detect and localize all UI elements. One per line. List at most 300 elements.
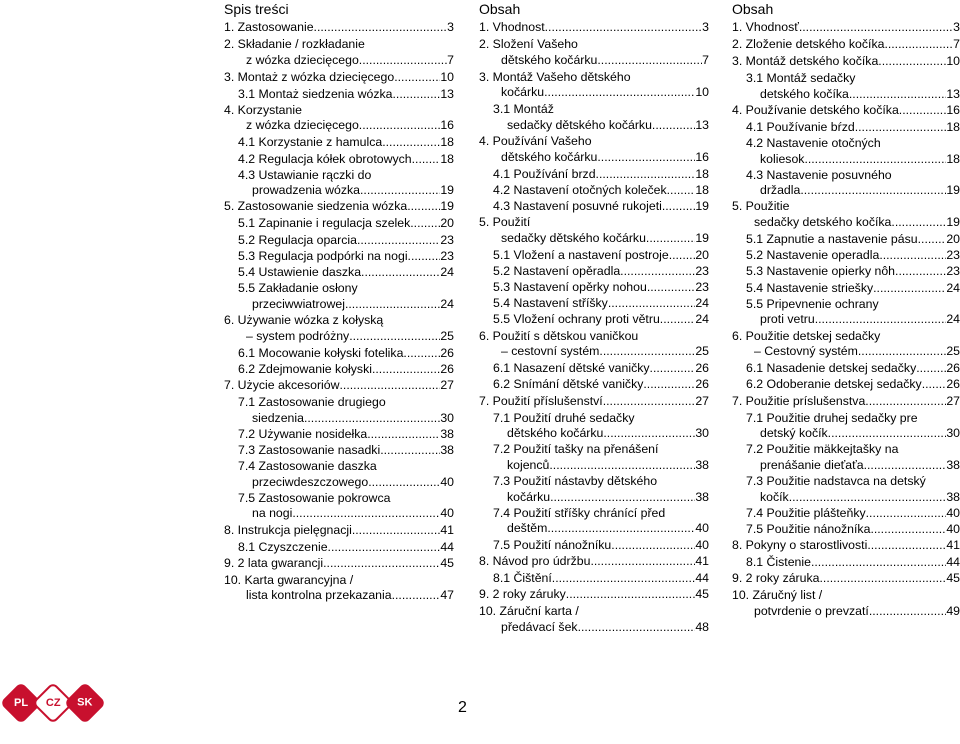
toc-entry-text: 2. Składanie / rozkładanie [224, 36, 365, 51]
toc-page-number: 24 [440, 265, 454, 280]
toc-entry-text: 10. Záruční karta / [479, 603, 579, 618]
toc-entry-text: 7.1 Použitie druhej sedačky pre [746, 410, 918, 425]
toc-entry-text: z wózka dziecięcego [246, 118, 359, 133]
dot-leader [603, 426, 695, 442]
toc-page-number: 7 [447, 52, 454, 67]
toc-entry [224, 573, 454, 604]
toc-page-number: 45 [946, 571, 960, 586]
toc-entry-text: 4. Používání Vašeho [479, 133, 592, 148]
toc-entry [732, 571, 960, 587]
toc-entry-text: 7.4 Zastosowanie daszka [238, 459, 377, 474]
toc-entry-text: 1. Zastosowanie [224, 20, 314, 34]
toc-entry-text: 2. Zloženie detského kočíka [732, 36, 885, 51]
toc-page-number: 47 [440, 588, 454, 603]
toc-entry [479, 248, 709, 264]
toc-page-number: 40 [946, 505, 960, 520]
toc-entry-text: 5. Zastosowanie siedzenia wózka [224, 199, 408, 214]
dot-leader [394, 70, 440, 86]
toc-entry [479, 102, 709, 133]
toc-entry [479, 329, 709, 360]
dot-leader [667, 183, 696, 199]
dot-leader [596, 167, 696, 183]
toc-entry-text: kočárku [501, 85, 545, 100]
toc-entry [479, 70, 709, 101]
toc-page-number: 23 [946, 264, 960, 279]
dot-leader [597, 150, 695, 166]
toc-entry-text: 6.1 Mocowanie kołyski fotelika [238, 345, 404, 360]
language-flags [0, 676, 110, 736]
dot-leader [349, 329, 440, 345]
dot-leader [597, 53, 702, 69]
toc-page-number: 38 [946, 489, 960, 504]
toc-entry-text: 4. Používanie detského kočíka [732, 102, 899, 117]
toc-page-number: 16 [946, 102, 960, 117]
dot-leader [340, 378, 441, 394]
toc-page-number: 13 [440, 86, 454, 101]
toc-entry [479, 554, 709, 570]
toc-page-number: 41 [695, 553, 709, 568]
toc-page-number: 44 [695, 570, 709, 585]
toc-entries-pl [224, 20, 454, 604]
toc-entry [224, 556, 454, 572]
toc-entry-text: siedzenia [252, 410, 304, 425]
dot-leader [879, 248, 946, 264]
toc-page-number: 44 [440, 539, 454, 554]
toc-entry [732, 248, 960, 264]
toc-entry [224, 443, 454, 459]
toc-entry-text: 8.1 Čistenie [746, 555, 811, 570]
toc-entry-text: 6.2 Zdejmowanie kołyski [238, 361, 372, 376]
toc-entry-text: 8.1 Čištění [493, 570, 552, 585]
toc-entry-text: 7.3 Použití nástavby dětského [493, 474, 658, 489]
dot-leader [372, 362, 440, 378]
dot-leader [410, 216, 440, 232]
toc-entries-cz [479, 20, 709, 635]
toc-entries-sk [732, 20, 960, 620]
toc-entry-text: 7.3 Zastosowanie nasadki [238, 442, 381, 457]
toc-page-number: 3 [702, 20, 709, 34]
toc-entry-text: dětského kočárku [507, 426, 604, 441]
toc-page-number: 13 [695, 117, 709, 132]
toc-page-number: 26 [440, 345, 454, 360]
toc-entry-text: dětského kočárku [501, 52, 598, 67]
toc-entry-text: 7.5 Použitie nánožníka [746, 522, 871, 537]
toc-page-number: 38 [946, 457, 960, 472]
dot-leader [368, 475, 440, 491]
toc-entry-text: 5.2 Nastavenie operadla [746, 248, 880, 263]
toc-entry-text: 5.4 Ustawienie daszka [238, 265, 362, 280]
toc-page-number: 26 [695, 361, 709, 376]
toc-entry-text: 7.4 Použitie plášteňky [746, 505, 866, 520]
dot-leader [544, 85, 695, 101]
dot-leader [643, 377, 695, 393]
toc-page-number: 40 [946, 522, 960, 537]
toc-page-number: 38 [695, 489, 709, 504]
toc-page-number: 27 [440, 377, 454, 392]
toc-entry [479, 183, 709, 199]
toc-entry-text: detský kočík [760, 426, 828, 441]
toc-page-number: 40 [440, 474, 454, 489]
dot-leader [380, 443, 440, 459]
toc-entry [732, 103, 960, 119]
toc-entry [479, 296, 709, 312]
toc-entry [732, 411, 960, 442]
toc-entry-text: 9. 2 roky záruka [732, 571, 820, 586]
dot-leader [878, 54, 946, 70]
toc-entry-text: 6. Použití s dětskou vaničkou [479, 328, 639, 343]
toc-entry [224, 135, 454, 151]
dot-leader [864, 458, 947, 474]
page-number: 2 [458, 699, 467, 716]
toc-entry-text: 6. Použitie detskej sedačky [732, 328, 881, 343]
toc-page-number: 45 [695, 587, 709, 601]
toc-page-number: 27 [946, 393, 960, 408]
dot-leader [891, 215, 946, 231]
toc-entry [224, 540, 454, 556]
toc-page-number: 25 [946, 344, 960, 359]
dot-leader [599, 344, 695, 360]
dot-leader [359, 53, 447, 69]
toc-entry-text: deštěm [507, 521, 548, 536]
toc-page-number: 49 [946, 603, 960, 618]
toc-entry [224, 87, 454, 103]
dot-leader [611, 538, 695, 554]
toc-entry [224, 152, 454, 168]
dot-leader [361, 265, 440, 281]
toc-entry [224, 168, 454, 199]
dot-leader [549, 458, 695, 474]
toc-entry-text: držadla [760, 183, 801, 198]
toc-entry [479, 215, 709, 246]
toc-entry-text: 4.1 Korzystanie z hamulca [238, 135, 383, 150]
toc-page-number: 23 [695, 280, 709, 295]
toc-page-number: 48 [695, 619, 709, 634]
toc-page-number: 18 [946, 151, 960, 166]
toc-entry [479, 538, 709, 554]
toc-entry-text: z wózka dziecięcego [246, 52, 359, 67]
toc-entry [732, 120, 960, 136]
toc-entry [732, 136, 960, 167]
toc-entry-text: sedačky dětského kočárku [501, 230, 646, 245]
dot-leader [867, 538, 946, 554]
toc-entry [224, 459, 454, 490]
dot-leader [662, 199, 695, 215]
toc-entry [479, 442, 709, 473]
toc-page-number: 16 [695, 149, 709, 164]
dot-leader [304, 411, 440, 427]
toc-entry [479, 604, 709, 635]
dot-leader [858, 344, 946, 360]
dot-leader [660, 312, 696, 328]
toc-page-number: 19 [440, 199, 454, 214]
toc-entry-text: 5. Použití [479, 215, 531, 230]
toc-entry [224, 70, 454, 86]
toc-entry-text: 7. Użycie akcesoriów [224, 377, 340, 392]
toc-entry [479, 587, 709, 603]
toc-entry-text: 7.5 Použití nánožníku [493, 537, 612, 552]
dot-leader [392, 87, 440, 103]
toc-entry-text: lista kontrolna przekazania [246, 588, 392, 603]
toc-entry-text: 5.3 Nastavenie opierky nôh [746, 264, 896, 279]
toc-entry [479, 167, 709, 183]
toc-entry-text: 5.4 Nastavení stříšky [493, 296, 608, 311]
toc-entry-text: kojenců [507, 457, 550, 472]
toc-entry [224, 395, 454, 426]
dot-leader [895, 264, 946, 280]
dot-leader [815, 312, 947, 328]
toc-entry-text: 4.2 Regulacja kółek obrotowych [238, 151, 412, 166]
toc-entry-text: – cestovní systém [501, 344, 600, 359]
toc-page-number: 13 [946, 86, 960, 101]
toc-entry-text: 8. Návod pro údržbu [479, 553, 591, 568]
toc-page-number: 40 [695, 521, 709, 536]
toc-entry-text: 5.3 Nastavení opěrky nohou [493, 280, 647, 295]
dot-leader [866, 506, 947, 522]
dot-leader [345, 297, 440, 313]
toc-entry [732, 281, 960, 297]
toc-entry-text: 6.2 Snímání dětské vaničky [493, 377, 644, 392]
toc-entry [732, 168, 960, 199]
dot-leader [403, 346, 440, 362]
toc-entry-text: předávací šek [501, 619, 578, 634]
toc-entry-text: 4. Korzystanie [224, 102, 302, 117]
toc-entry-text: 5.4 Nastavenie striešky [746, 280, 874, 295]
toc-page-number: 20 [695, 247, 709, 262]
toc-entry-text: przeciwdeszczowego [252, 474, 369, 489]
dot-leader [789, 490, 947, 506]
toc-entry-text: 5.5 Vložení ochrany proti větru [493, 312, 660, 327]
dot-leader [828, 426, 947, 442]
toc-entry [224, 265, 454, 281]
toc-entry [479, 571, 709, 587]
toc-entry-text: 2. Složení Vašeho [479, 36, 578, 51]
toc-entry [732, 394, 960, 410]
dot-leader [603, 394, 696, 410]
toc-entry-text: 10. Záručný list / [732, 588, 823, 603]
toc-column-pl [224, 0, 454, 605]
dot-leader [800, 183, 946, 199]
toc-entry [224, 199, 454, 215]
dot-leader [608, 296, 695, 312]
toc-entry-text: 3.1 Montaż siedzenia wózka [238, 86, 393, 101]
dot-leader [849, 87, 946, 103]
toc-entry [479, 394, 709, 410]
dot-leader [811, 555, 946, 571]
dot-leader [799, 20, 953, 36]
toc-entry [224, 37, 454, 68]
toc-entry-text: proti vetru [760, 312, 815, 327]
toc-page-number: 24 [695, 296, 709, 311]
toc-entry-text: – Cestovný systém [754, 344, 858, 359]
toc-title-sk: Obsah [732, 1, 774, 17]
dot-leader [578, 620, 696, 636]
toc-page-number: 44 [946, 555, 960, 570]
dot-leader [545, 20, 703, 36]
toc-entry [732, 329, 960, 360]
toc-entry-text: na nogi [252, 506, 293, 521]
toc-entry [479, 37, 709, 68]
dot-leader [899, 103, 947, 119]
toc-entry [732, 20, 960, 36]
toc-entry-text: 7.4 Použití stříšky chránící před [493, 505, 666, 520]
toc-entry-text: – system podróżny [246, 328, 350, 343]
toc-page-number: 25 [440, 328, 454, 343]
toc-entry-text: 7.2 Použitie mäkkejtašky na [746, 442, 899, 457]
toc-entry [479, 134, 709, 165]
toc-entry-text: 4.2 Nastavení otočných koleček [493, 182, 667, 197]
flag-sk-icon [64, 682, 106, 724]
toc-entry-text: 1. Vhodnosť [732, 20, 799, 34]
dot-leader [918, 232, 947, 248]
dot-leader [292, 506, 440, 522]
dot-leader [819, 571, 946, 587]
dot-leader [884, 37, 953, 53]
toc-entry-text: 5.2 Regulacja oparcia [238, 232, 357, 247]
toc-entry-text: 7. Použitie príslušenstva [732, 393, 866, 408]
toc-page-number: 30 [440, 410, 454, 425]
toc-entry-text: 10. Karta gwarancyjna / [224, 572, 354, 587]
toc-page-number: 45 [440, 555, 454, 570]
toc-page-number: 3 [953, 20, 960, 34]
toc-entry [732, 37, 960, 53]
toc-column-cz [479, 0, 709, 637]
toc-entry-text: 1. Vhodnost [479, 20, 545, 34]
toc-page-number: 19 [440, 183, 454, 198]
toc-page-number: 18 [695, 182, 709, 197]
toc-entry-text: 7. Použití příslušenství [479, 393, 603, 408]
dot-leader [804, 152, 946, 168]
toc-entry [732, 538, 960, 554]
toc-entry-text: koliesok [760, 151, 805, 166]
toc-entry-text: 8. Pokyny o starostlivosti [732, 538, 868, 553]
toc-page-number: 7 [953, 36, 960, 51]
toc-entry-text: 9. 2 roky záruky [479, 587, 566, 601]
toc-entry [732, 442, 960, 473]
toc-entry [479, 312, 709, 328]
dot-leader [620, 264, 695, 280]
toc-entry [732, 555, 960, 571]
toc-entry [224, 346, 454, 362]
toc-entry [479, 280, 709, 296]
toc-entry [224, 362, 454, 378]
toc-page-number: 38 [695, 457, 709, 472]
toc-page-number: 10 [946, 53, 960, 68]
toc-page-number: 26 [946, 361, 960, 376]
toc-entry-text: sedačky dětského kočárku [507, 117, 652, 132]
toc-entry [224, 313, 454, 344]
toc-entry-text: 5.5 Pripevnenie ochrany [746, 296, 879, 311]
dot-leader [382, 135, 440, 151]
dot-leader [550, 490, 695, 506]
toc-entry-text: 3.1 Montáž [493, 102, 554, 117]
toc-entry-text: prenášanie dieťaťa [760, 457, 864, 472]
toc-entry [224, 103, 454, 134]
toc-entry [224, 20, 454, 36]
dot-leader [547, 521, 695, 537]
dot-leader [647, 280, 695, 296]
toc-entry [732, 377, 960, 393]
toc-entry [732, 54, 960, 70]
toc-entry-text: 7.5 Zastosowanie pokrowca [238, 490, 391, 505]
dot-leader [352, 523, 440, 539]
toc-entry [732, 71, 960, 102]
toc-entry [479, 20, 709, 36]
toc-entry-text: 7.3 Použitie nadstavca na detský [746, 474, 926, 489]
toc-entry [479, 474, 709, 505]
toc-entry-text: potvrdenie o prevzatí [754, 603, 869, 618]
dot-leader [359, 118, 441, 134]
toc-page-number: 18 [440, 151, 454, 166]
toc-title-pl: Spis treści [224, 1, 289, 17]
toc-column-sk [732, 0, 960, 621]
toc-entry [479, 199, 709, 215]
toc-page-number: 41 [946, 538, 960, 553]
toc-page-number: 30 [946, 426, 960, 441]
toc-entry-text: sedačky detského kočíka [754, 215, 892, 230]
toc-entry-text: 4.3 Ustawianie rączki do [238, 167, 372, 182]
toc-entry-text: 5.1 Vložení a nastavení postroje [493, 247, 669, 262]
toc-entry-text: 6.1 Nasadenie detskej sedačky [746, 361, 917, 376]
toc-entry-text: 5. Použitie [732, 199, 790, 214]
toc-entry [224, 523, 454, 539]
toc-entry-text: 6. Używanie wózka z kołyską [224, 312, 384, 327]
dot-leader [412, 152, 441, 168]
toc-entry-text: 3. Montaż z wózka dziecięcego [224, 69, 395, 84]
toc-page-number: 23 [440, 248, 454, 263]
toc-entry [732, 232, 960, 248]
toc-entry [732, 264, 960, 280]
toc-entry [732, 297, 960, 328]
toc-entry-text: 5.1 Zapinanie i regulacja szelek [238, 216, 411, 231]
dot-leader [367, 427, 440, 443]
toc-page-number: 41 [440, 522, 454, 537]
toc-entry-text: 5.5 Zakładanie osłony [238, 281, 358, 296]
toc-entry [732, 522, 960, 538]
toc-entry-text: 8.1 Czyszczenie [238, 539, 328, 554]
toc-page-number: 24 [695, 312, 709, 327]
toc-page-number: 16 [440, 118, 454, 133]
toc-entry [479, 506, 709, 537]
toc-page-number: 26 [946, 377, 960, 392]
toc-entry-text: 7.1 Zastosowanie drugiego [238, 394, 386, 409]
dot-leader [323, 556, 440, 572]
dot-leader [870, 522, 946, 538]
toc-page-number: 26 [695, 377, 709, 392]
toc-page-number: 24 [946, 312, 960, 327]
flag-sk-label: SK [77, 697, 93, 709]
toc-page-number: 25 [695, 344, 709, 359]
toc-page-number: 26 [440, 361, 454, 376]
toc-entry [732, 474, 960, 505]
toc-page-number: 30 [695, 426, 709, 441]
toc-page-number: 38 [440, 442, 454, 457]
dot-leader [392, 588, 441, 604]
dot-leader [865, 394, 946, 410]
toc-entry [732, 588, 960, 619]
toc-entry [479, 411, 709, 442]
toc-page-number: 19 [946, 183, 960, 198]
toc-entry [224, 281, 454, 312]
toc-entry-text: przeciwwiatrowej [252, 296, 345, 311]
dot-leader [650, 361, 696, 377]
toc-page-number: 3 [447, 20, 454, 34]
toc-entry-text: 4.2 Nastavenie otočných [746, 135, 881, 150]
toc-page-number: 18 [440, 135, 454, 150]
toc-page-number: 7 [702, 52, 709, 67]
toc-entry-text: 7.2 Używanie nosidełka [238, 426, 368, 441]
dot-leader [357, 233, 440, 249]
dot-leader [869, 604, 946, 620]
